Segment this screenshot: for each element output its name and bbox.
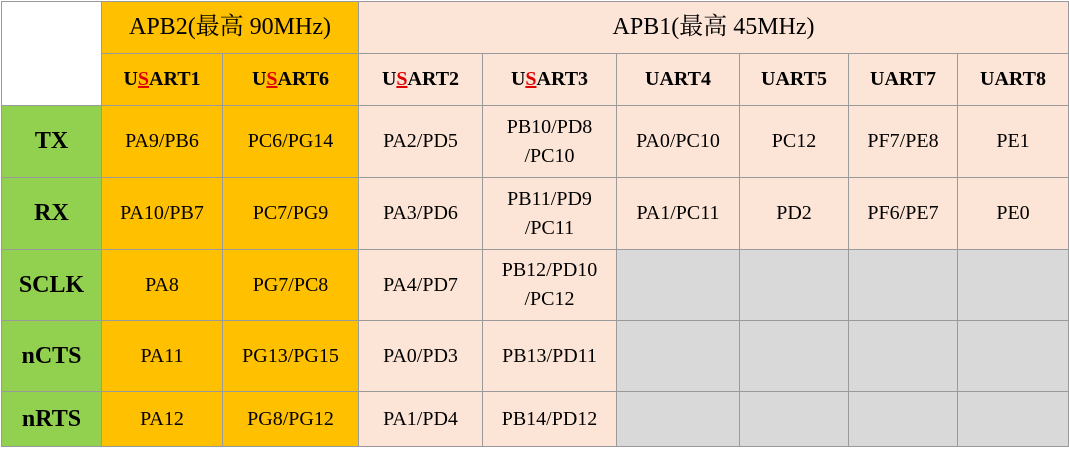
row-sclk xyxy=(2,250,1069,321)
header-uart8: UART8 xyxy=(958,54,1069,106)
cell-ncts-usart6: PG13/PG15 xyxy=(223,321,359,392)
signal-label-sclk: SCLK xyxy=(2,250,102,321)
apb1-bus-header: APB1(最高 45MHz) xyxy=(359,2,1069,54)
cell-sclk-usart1: PA8 xyxy=(102,250,223,321)
header-usart6: USART6 xyxy=(223,54,359,106)
highlight-s: S xyxy=(396,68,408,90)
cell-rx-uart8: PE0 xyxy=(958,178,1069,250)
signal-label-ncts: nCTS xyxy=(2,321,102,392)
cell-rx-uart7: PF6/PE7 xyxy=(849,178,958,250)
cell-ncts-usart2: PA0/PD3 xyxy=(359,321,483,392)
signal-label-tx: TX xyxy=(2,106,102,178)
cell-nrts-usart2: PA1/PD4 xyxy=(359,392,483,447)
signal-label-nrts: nRTS xyxy=(2,392,102,447)
cell-unavailable xyxy=(617,321,740,392)
cell-unavailable xyxy=(849,321,958,392)
cell-nrts-usart6: PG8/PG12 xyxy=(223,392,359,447)
cell-rx-usart6: PC7/PG9 xyxy=(223,178,359,250)
peripheral-header-row xyxy=(2,54,1069,106)
cell-rx-usart1: PA10/PB7 xyxy=(102,178,223,250)
highlight-s: S xyxy=(137,68,150,90)
cell-rx-usart2: PA3/PD6 xyxy=(359,178,483,250)
header-uart4: UART4 xyxy=(617,54,740,106)
cell-unavailable xyxy=(849,250,958,321)
header-usart3: USART3 xyxy=(483,54,617,106)
cell-unavailable xyxy=(958,250,1069,321)
uart-pin-table xyxy=(1,1,1069,447)
header-uart7: UART7 xyxy=(849,54,958,106)
cell-unavailable xyxy=(740,250,849,321)
header-usart1: USART1 xyxy=(102,54,223,106)
cell-nrts-usart1: PA12 xyxy=(102,392,223,447)
cell-unavailable xyxy=(958,321,1069,392)
cell-tx-uart4: PA0/PC10 xyxy=(617,106,740,178)
cell-rx-uart5: PD2 xyxy=(740,178,849,250)
cell-tx-usart1: PA9/PB6 xyxy=(102,106,223,178)
cell-unavailable xyxy=(740,392,849,447)
bus-header-row xyxy=(2,2,1069,54)
cell-sclk-usart3: PB12/PD10 /PC12 xyxy=(483,250,617,321)
cell-tx-usart3: PB10/PD8 /PC10 xyxy=(483,106,617,178)
cell-tx-uart8: PE1 xyxy=(958,106,1069,178)
cell-tx-usart2: PA2/PD5 xyxy=(359,106,483,178)
row-nrts xyxy=(2,392,1069,447)
cell-tx-usart6: PC6/PG14 xyxy=(223,106,359,178)
row-rx xyxy=(2,178,1069,250)
signal-label-rx: RX xyxy=(2,178,102,250)
cell-unavailable xyxy=(849,392,958,447)
cell-unavailable xyxy=(617,392,740,447)
cell-nrts-usart3: PB14/PD12 xyxy=(483,392,617,447)
highlight-s: S xyxy=(525,68,537,90)
cell-unavailable xyxy=(740,321,849,392)
cell-unavailable xyxy=(958,392,1069,447)
highlight-s: S xyxy=(266,68,278,90)
cell-tx-uart5: PC12 xyxy=(740,106,849,178)
cell-ncts-usart3: PB13/PD11 xyxy=(483,321,617,392)
apb2-bus-header: APB2(最高 90MHz) xyxy=(102,2,359,54)
corner-cell xyxy=(2,2,102,106)
header-uart5: UART5 xyxy=(740,54,849,106)
row-ncts xyxy=(2,321,1069,392)
cell-rx-usart3: PB11/PD9 /PC11 xyxy=(483,178,617,250)
cell-rx-uart4: PA1/PC11 xyxy=(617,178,740,250)
header-usart2: USART2 xyxy=(359,54,483,106)
row-tx xyxy=(2,106,1069,178)
cell-ncts-usart1: PA11 xyxy=(102,321,223,392)
cell-sclk-usart6: PG7/PC8 xyxy=(223,250,359,321)
cell-tx-uart7: PF7/PE8 xyxy=(849,106,958,178)
cell-sclk-usart2: PA4/PD7 xyxy=(359,250,483,321)
cell-unavailable xyxy=(617,250,740,321)
